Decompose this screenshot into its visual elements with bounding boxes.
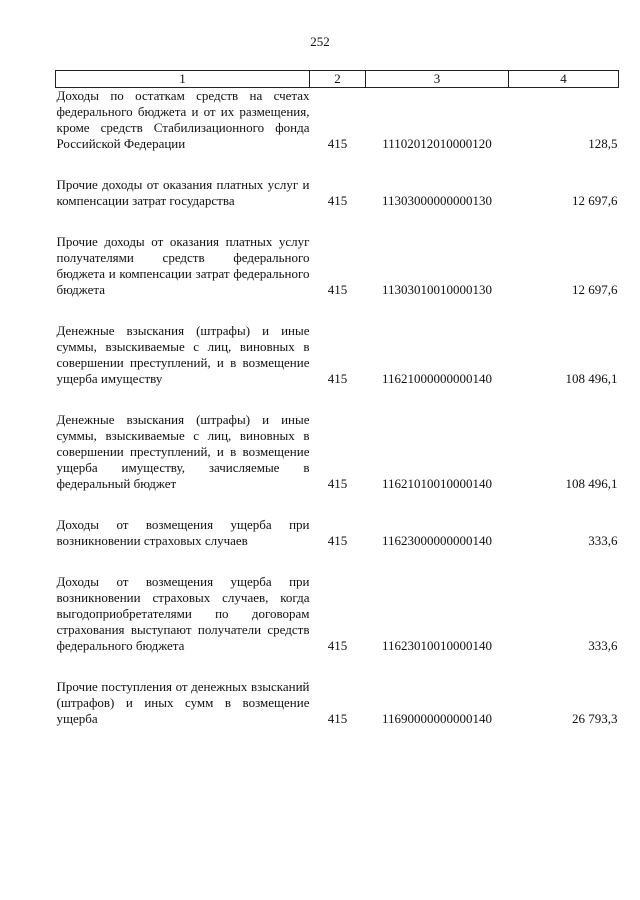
- row-spacer: [56, 152, 619, 177]
- header-row: [56, 71, 619, 88]
- page-number: 252: [310, 34, 330, 49]
- row-budget-code: 11621010010000140: [381, 476, 493, 491]
- row-admin-code: 415: [327, 638, 348, 653]
- row-description: Доходы по остаткам средств на счетах федерального бюджета и от их размещения, кроме средств Стабилизационного фонда Российской Федерации: [56, 88, 310, 151]
- row-admin-code: 415: [327, 371, 348, 386]
- header-col-3: 3: [366, 71, 509, 88]
- row-admin-code: 415: [327, 193, 348, 208]
- table-row: [56, 177, 619, 209]
- row-amount: 12 697,6: [572, 193, 618, 208]
- row-budget-code: 11102012010000120: [382, 136, 492, 151]
- row-admin-code: 415: [327, 711, 348, 726]
- row-amount: 333,6: [588, 638, 618, 653]
- row-description: Доходы от возмещения ущерба при возникновении страховых случаев, когда выгодоприобретателями по договорам страхования выступают получатели средств федерального бюджета: [56, 574, 310, 653]
- row-description: Денежные взыскания (штрафы) и иные суммы, взыскиваемые с лиц, виновных в совершении преступлений, и в возмещение ущерба имуществу, зачисляемые в федеральный бюджет: [56, 412, 310, 491]
- table-header: [56, 71, 619, 88]
- row-description: Доходы от возмещения ущерба при возникновении страховых случаев: [56, 517, 310, 548]
- row-description: Прочие доходы от оказания платных услуг и компенсации затрат государства: [56, 177, 310, 208]
- row-admin-code: 415: [327, 476, 348, 491]
- row-spacer: [56, 492, 619, 517]
- table-row: [56, 517, 619, 549]
- row-spacer: [56, 298, 619, 323]
- header-col-1: 1: [56, 71, 310, 88]
- row-amount: 128,5: [588, 136, 618, 151]
- row-spacer: [56, 549, 619, 574]
- table-body: [56, 88, 619, 728]
- table-row: [56, 412, 619, 492]
- table-row: [56, 88, 619, 153]
- revenue-table: [55, 70, 619, 727]
- row-admin-code: 415: [327, 533, 348, 548]
- table-row: [56, 323, 619, 387]
- row-budget-code: 11623000000000140: [381, 533, 493, 548]
- row-amount: 108 496,1: [565, 476, 618, 491]
- header-col-2: 2: [310, 71, 366, 88]
- row-budget-code: 11303000000000130: [381, 193, 493, 208]
- row-admin-code: 415: [327, 136, 348, 151]
- row-description: Прочие поступления от денежных взысканий (штрафов) и иных сумм в возмещение ущерба: [56, 679, 310, 726]
- row-description: Прочие доходы от оказания платных услуг получателями средств федерального бюджета и компенсации затрат федерального бюджета: [56, 234, 310, 297]
- row-amount: 12 697,6: [572, 282, 618, 297]
- row-spacer: [56, 209, 619, 234]
- row-amount: 108 496,1: [565, 371, 618, 386]
- row-spacer: [56, 387, 619, 412]
- table-row: [56, 679, 619, 727]
- table-row: [56, 574, 619, 654]
- row-amount: 26 793,3: [572, 711, 618, 726]
- row-spacer: [56, 654, 619, 679]
- row-budget-code: 11621000000000140: [381, 371, 493, 386]
- row-admin-code: 415: [327, 282, 348, 297]
- row-budget-code: 11303010010000130: [381, 282, 493, 297]
- table-row: [56, 234, 619, 298]
- row-budget-code: 11623010010000140: [381, 638, 493, 653]
- header-col-4: 4: [509, 71, 619, 88]
- row-budget-code: 11690000000000140: [381, 711, 493, 726]
- row-amount: 333,6: [588, 533, 618, 548]
- row-description: Денежные взыскания (штрафы) и иные суммы, взыскиваемые с лиц, виновных в совершении преступлений, и в возмещение ущерба имуществу: [56, 323, 310, 386]
